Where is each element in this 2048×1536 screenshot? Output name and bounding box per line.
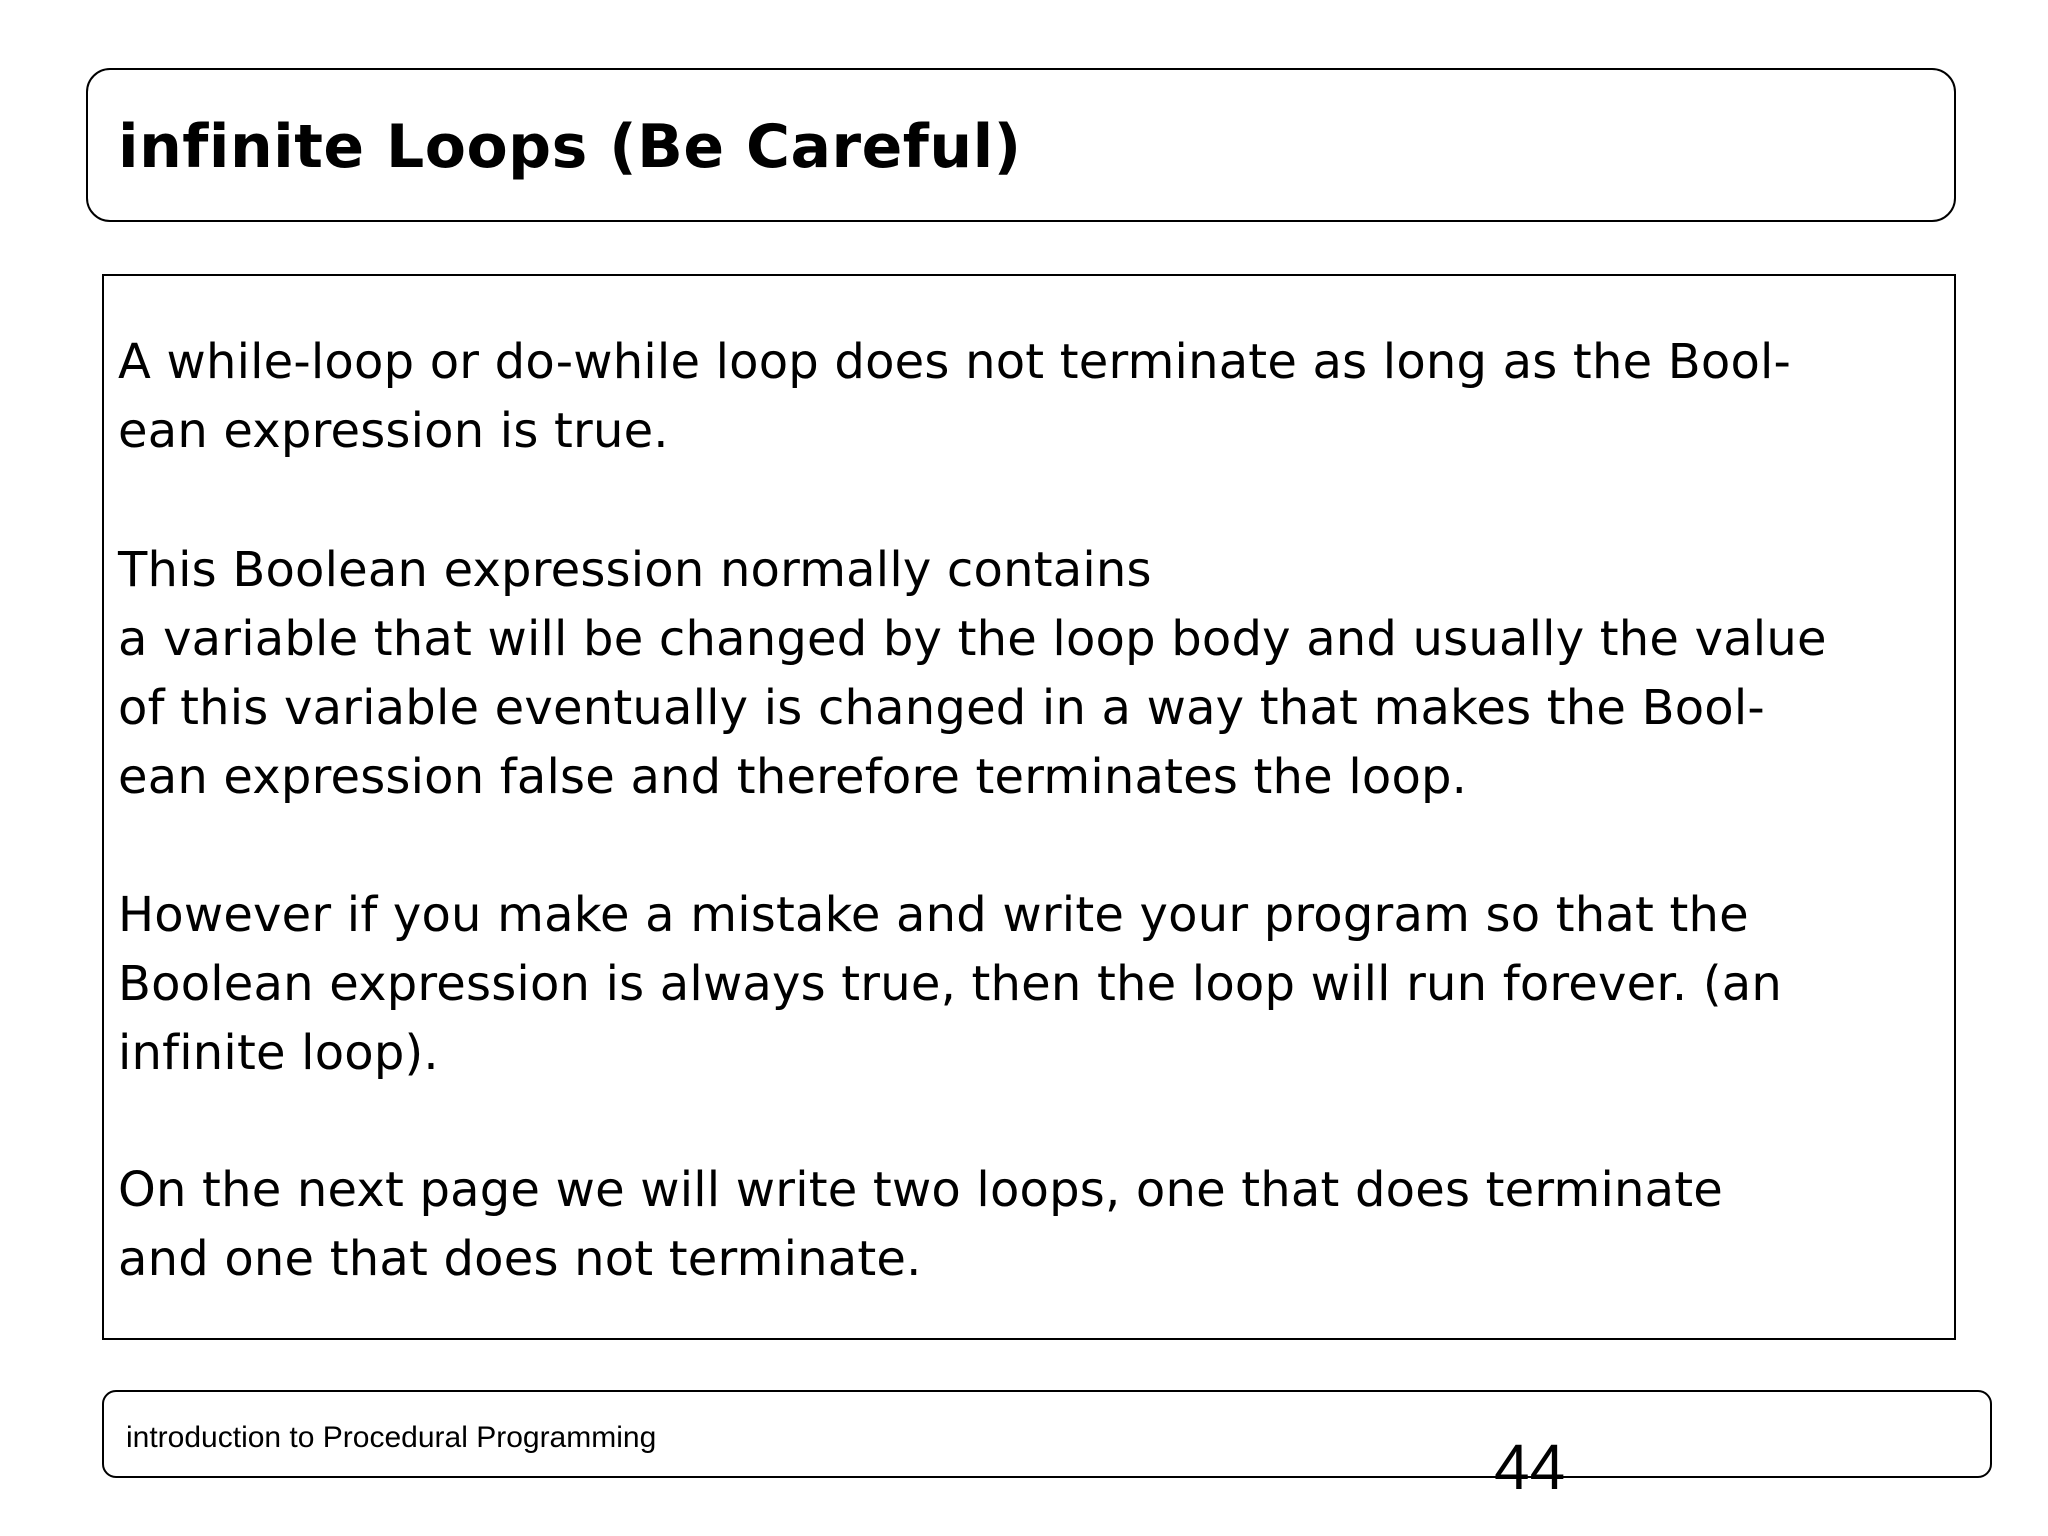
- footer-course-title: introduction to Procedural Programming: [126, 1421, 657, 1454]
- title-box: [86, 68, 1956, 222]
- paragraph-3: [118, 881, 1782, 1088]
- paragraph-line: However if you make a mistake and write your program so that the: [118, 887, 1749, 943]
- footer-box: [102, 1390, 1992, 1503]
- paragraph-4: [118, 1156, 1723, 1294]
- page-number: 44: [1494, 1431, 1566, 1503]
- content-box: [102, 274, 1956, 1340]
- paragraph-line: A while-loop or do-while loop does not terminate as long as the Bool-: [118, 334, 1792, 390]
- paragraph-line: ean expression false and therefore terminates the loop.: [118, 749, 1468, 805]
- paragraph-2: [118, 536, 1827, 812]
- paragraph-line: a variable that will be changed by the loop body and usually the value: [118, 611, 1827, 667]
- slide-title: infinite Loops (Be Careful): [118, 112, 1022, 182]
- paragraph-line: and one that does not terminate.: [118, 1231, 922, 1287]
- paragraph-line: Boolean expression is always true, then the loop will run forever. (an: [118, 956, 1782, 1012]
- paragraph-line: ean expression is true.: [118, 403, 669, 459]
- paragraph-line: of this variable eventually is changed in a way that makes the Bool-: [118, 680, 1765, 736]
- paragraph-line: On the next page we will write two loops, one that does terminate: [118, 1162, 1723, 1218]
- paragraph-1: [118, 328, 1791, 466]
- paragraph-line: This Boolean expression normally contains: [118, 542, 1152, 598]
- paragraph-line: infinite loop).: [118, 1025, 439, 1081]
